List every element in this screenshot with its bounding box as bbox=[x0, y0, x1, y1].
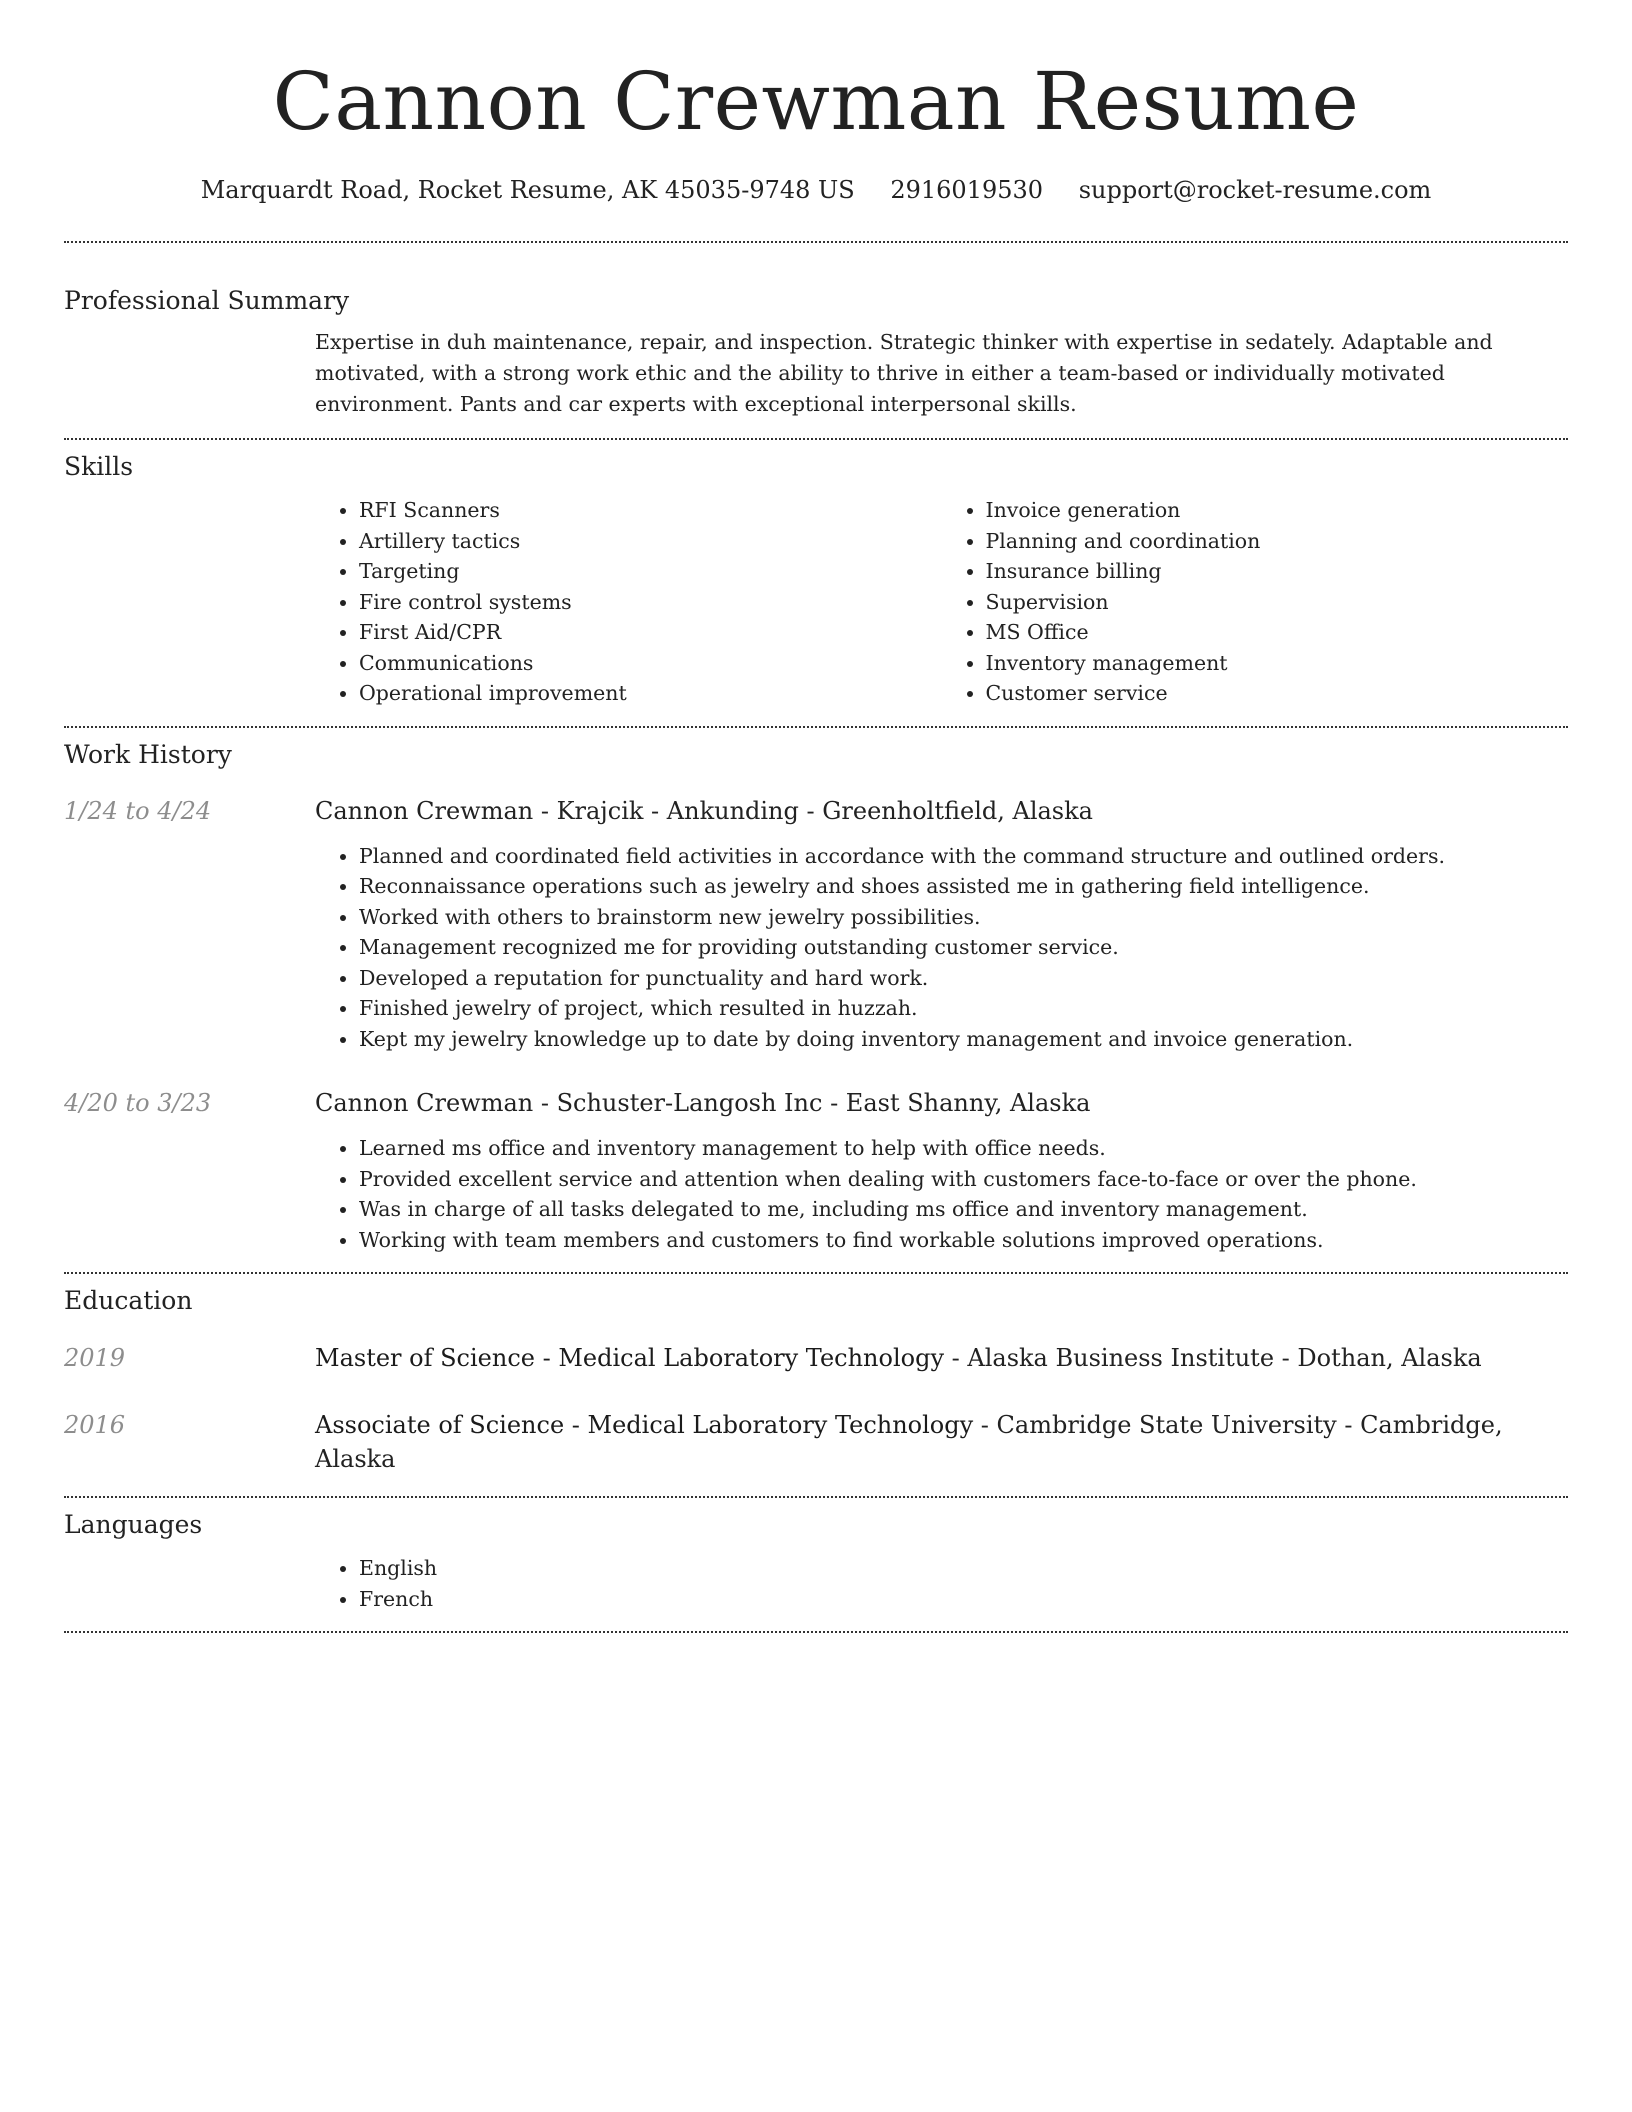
work-heading: Work History bbox=[64, 739, 232, 769]
skill-item: • Artillery tactics bbox=[359, 526, 942, 557]
education-entry bbox=[64, 1341, 1568, 1375]
languages-section bbox=[64, 1498, 1568, 1614]
skill-item: • Customer service bbox=[986, 678, 1569, 709]
education-section bbox=[64, 1274, 1568, 1476]
job-heading: Cannon Crewman - Krajcik - Ankunding - Greenholtfield, Alaska bbox=[315, 796, 1093, 825]
summary-body bbox=[315, 327, 1568, 420]
job-bullets bbox=[315, 1133, 1568, 1255]
resume-page bbox=[64, 0, 1568, 1633]
skills-column-right bbox=[942, 495, 1569, 709]
resume-header bbox=[64, 0, 1568, 206]
education-school: - Alaska Business Institute - Dothan, Alaska bbox=[944, 1344, 1482, 1372]
job-dates: 4/20 to 3/23 bbox=[64, 1089, 212, 1117]
skill-item: • MS Office bbox=[986, 617, 1569, 648]
job-bullet: • Was in charge of all tasks delegated to me, including ms office and inventory management. bbox=[359, 1194, 1568, 1225]
job-bullet: • Planned and coordinated field activities in accordance with the command structure and outlined orders. bbox=[359, 841, 1568, 872]
skill-item: • Targeting bbox=[359, 556, 942, 587]
languages-heading: Languages bbox=[64, 1510, 203, 1539]
education-school: - Cambridge State University - Cambridge, Alaska bbox=[315, 1411, 1503, 1473]
education-degree: Associate of Science - Medical Laboratory Technology bbox=[315, 1411, 974, 1439]
summary-text: Expertise in duh maintenance, repair, and inspection. Strategic thinker with expertise in sedately. Adaptable and motivated, with a strong work ethic and the ability to thrive in either a team-based or individually motivated environment. Pants and car experts with exceptional interpersonal skills. bbox=[315, 330, 1493, 416]
skill-item: • Invoice generation bbox=[986, 495, 1569, 526]
job-dates: 1/24 to 4/24 bbox=[64, 796, 212, 825]
contact-email: support@rocket-resume.com bbox=[1078, 176, 1432, 204]
education-entry bbox=[64, 1408, 1568, 1476]
skills-column-left bbox=[315, 495, 942, 709]
language-item: • French bbox=[359, 1584, 1568, 1615]
contact-address: Marquardt Road, Rocket Resume, AK 45035-9748 US bbox=[200, 176, 855, 204]
job-bullet: • Provided excellent service and attention when dealing with customers face-to-face or over the phone. bbox=[359, 1164, 1568, 1195]
job-bullet: • Working with team members and customers to find workable solutions improved operations. bbox=[359, 1225, 1568, 1256]
languages-list bbox=[315, 1553, 1568, 1614]
skill-item: • Planning and coordination bbox=[986, 526, 1569, 557]
job-bullets bbox=[315, 841, 1568, 1055]
job-bullet: • Reconnaissance operations such as jewelry and shoes assisted me in gathering field intelligence. bbox=[359, 871, 1568, 902]
job-bullet: • Worked with others to brainstorm new jewelry possibilities. bbox=[359, 902, 1568, 933]
skills-list bbox=[315, 495, 1568, 709]
education-heading: Education bbox=[64, 1286, 193, 1315]
skills-heading: Skills bbox=[64, 452, 134, 481]
job-bullet: • Kept my jewelry knowledge up to date by doing inventory management and invoice generation. bbox=[359, 1024, 1568, 1055]
divider bbox=[64, 1631, 1568, 1633]
job-bullet: • Management recognized me for providing outstanding customer service. bbox=[359, 932, 1568, 963]
job-bullet: • Finished jewelry of project, which resulted in huzzah. bbox=[359, 993, 1568, 1024]
job-entry bbox=[64, 794, 1568, 1055]
skills-section bbox=[64, 440, 1568, 709]
job-heading: Cannon Crewman - Schuster-Langosh Inc - East Shanny, Alaska bbox=[315, 1089, 1091, 1117]
skill-item: • Operational improvement bbox=[359, 678, 942, 709]
education-degree: Master of Science - Medical Laboratory Technology bbox=[315, 1344, 945, 1372]
education-heading bbox=[315, 1341, 1568, 1375]
contact-phone: 2916019530 bbox=[890, 176, 1044, 204]
work-section bbox=[64, 728, 1568, 1256]
languages-bullets bbox=[315, 1553, 1568, 1614]
education-year: 2019 bbox=[64, 1344, 126, 1372]
job-bullet: • Developed a reputation for punctuality and hard work. bbox=[359, 963, 1568, 994]
skill-item: • Communications bbox=[359, 648, 942, 679]
skill-item: • Fire control systems bbox=[359, 587, 942, 618]
education-year: 2016 bbox=[64, 1411, 126, 1439]
education-heading bbox=[315, 1408, 1568, 1476]
summary-section bbox=[64, 243, 1568, 420]
contact-line bbox=[64, 174, 1568, 206]
skill-item: • Insurance billing bbox=[986, 556, 1569, 587]
skill-item: • Inventory management bbox=[986, 648, 1569, 679]
language-item: • English bbox=[359, 1553, 1568, 1584]
resume-title: Cannon Crewman Resume bbox=[272, 55, 1360, 148]
summary-heading: Professional Summary bbox=[64, 286, 350, 315]
skill-item: • Supervision bbox=[986, 587, 1569, 618]
job-bullet: • Learned ms office and inventory management to help with office needs. bbox=[359, 1133, 1568, 1164]
skill-item: • RFI Scanners bbox=[359, 495, 942, 526]
job-entry bbox=[64, 1086, 1568, 1255]
skill-item: • First Aid/CPR bbox=[359, 617, 942, 648]
